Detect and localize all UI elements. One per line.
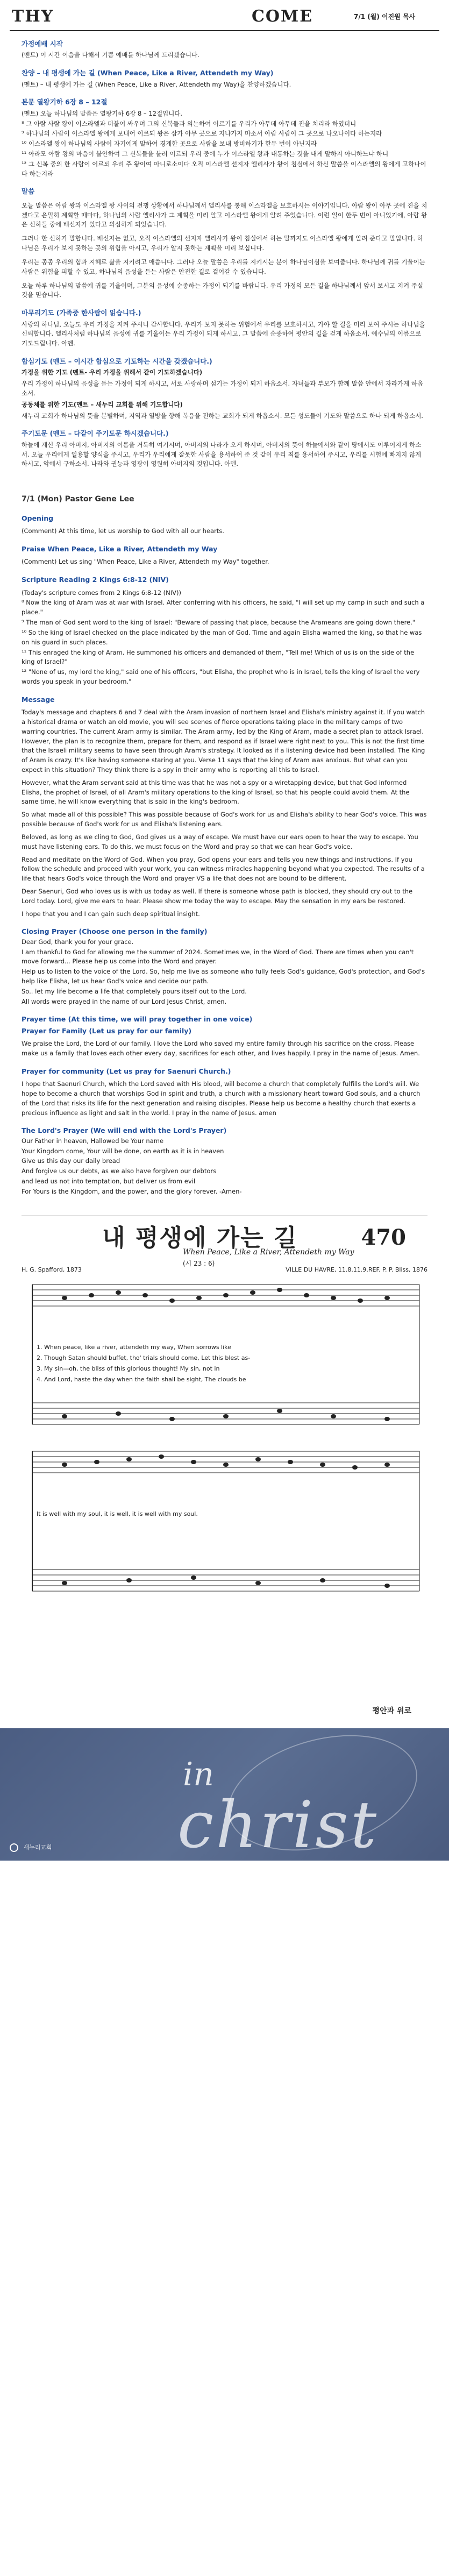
ko-lords-title: 주기도문 (멘트 – 다같이 주기도문 하시겠습니다.) <box>22 429 169 438</box>
church-logo-text: 새누리교회 <box>23 1843 52 1851</box>
en-message-title: Message <box>22 695 55 704</box>
en-unison-title: Prayer time (At this time, we will pray together in one voice) <box>22 1015 253 1024</box>
ko-verse: ¹⁰ 이스라엘 왕이 하나님의 사람이 자기에게 말하여 경계한 곳으로 사람을 보내 방비하기가 한두 번이 아닌지라 <box>22 140 317 148</box>
staff-system-2 <box>32 1451 419 1591</box>
en-family-title: Prayer for Family (Let us pray for our family) <box>22 1026 192 1035</box>
en-header: 7/1 (Mon) Pastor Gene Lee <box>22 495 134 504</box>
ko-prayer-text: 사랑의 하나님, 오늘도 우리 가정을 지켜 주시니 감사합니다. 우리가 보지 못하는 위험에서 우리를 보호하시고, 가야 할 길을 미리 보여 주시는 하나님을 신뢰합니다. 엘리사처럼 하나님의 음성에 귀를 기울이는 우리 가정이 되게 하시고, 그 말씀에 순종하여 평안의 길을 걷게 하옵소서. 예수님의 이름으로 기도드립니다. 아멘. <box>22 320 425 347</box>
banner-word-christ: christ <box>177 1787 379 1861</box>
hymn-subtitle: When Peace, Like a River, Attendeth my Way <box>183 1247 354 1257</box>
ko-verse: ⁸ 그 아람 사람 왕이 이스라엘과 더불어 싸우며 그의 신복들과 의논하여 이르기를 우리가 아무데 아무데 진을 치리라 하였더니 <box>22 119 357 127</box>
hymn-lyric-en: 2. Though Satan should buffet, tho' trials should come, Let this blest as- <box>37 1354 251 1361</box>
ko-message-paragraph: 오늘 말씀은 아람 왕과 이스라엘 왕 사이의 전쟁 상황에서 하나님께서 엘리사를 통해 이스라엘을 보호하시는 이야기입니다. 아람 왕이 아무 곳에 진을 치겠다고 은밀히 계획할 때마다, 하나님의 사람 엘리사가 그 계획을 미리 알고 이스라엘 왕에게 알려 주었습니다. 이런 일이 한두 번이 아니었기에, 아람 왕은 신하들 중에 배신자가 있다고 의심하게 되었습니다. <box>22 201 427 229</box>
ko-opening-text: (멘트) 이 시간 이음을 다해서 기쁨 예배를 하나님께 드리겠습니다. <box>22 51 199 59</box>
en-verse: ⁸ Now the king of Aram was at war with Israel. After conferring with his officers, he said, "I will set up my camp in such and such a place." <box>22 599 425 616</box>
footer-banner <box>0 1728 449 1861</box>
en-verse: ¹² "None of us, my lord the king," said one of his officers, "but Elisha, the prophet who is in Israel, tells the king of Israel the very words you speak in your bedroom." <box>22 668 420 685</box>
hymn-header <box>22 1216 427 1259</box>
hymn-sheet <box>22 1215 427 1715</box>
en-praise-text: (Comment) Let us sing "When Peace, Like a River, Attendeth my Way" together. <box>22 558 269 566</box>
ko-prayer-title: 마무리기도 (가족중 한사람이 읽습니다.) <box>22 309 141 317</box>
masthead-left: THY <box>12 7 54 26</box>
en-message-paragraph: Dear Saenuri, God who loves us is with us today as well. If there is someone whose path is blocked, they should cry out to the Lord today. Lord, give me ears to hear. Please show me today the way to escape. May the sensation in my ears be restored. <box>22 887 413 905</box>
hymn-refrain-en: It is well with my soul, it is well, it is well with my soul. <box>37 1510 198 1517</box>
church-logo <box>10 1843 52 1852</box>
en-family-text: We praise the Lord, the Lord of our family. I love the Lord who saved my entire family through his sacrifice on the cross. Please make us a family that loves each other every day, sacrifices for each other, and lives happily. I pray in the name of Jesus. Amen. <box>22 1040 420 1057</box>
en-opening-title: Opening <box>22 514 54 522</box>
hymn-title: 내 평생에 가는 길 <box>102 1224 298 1252</box>
ko-lords-text: 하늘에 계신 우리 아버지, 아버지의 이름을 거룩히 여기시며, 아버지의 나라가 오게 하시며, 아버지의 뜻이 하늘에서와 같이 땅에서도 이루어지게 하소서. 오늘 우리에게 일용할 양식을 주시고, 우리가 우리에게 잘못한 사람을 용서하여 준 것 같이 우리 죄를 용서하여 주시고, 우리를 시험에 빠지지 않게 하시고, 악에서 구하소서. 나라와 권능과 영광이 영원히 아버지의 것입니다. 아멘. <box>22 441 422 468</box>
en-praise-title: Praise When Peace, Like a River, Attendeth my Way <box>22 545 218 553</box>
ko-verse: ¹¹ 아라모 아람 왕의 마음이 불안하여 그 신복들을 불러 이르되 우리 중에 누가 이스라엘 왕과 내통하는 것을 내게 말하지 아니하느냐 하니 <box>22 150 389 158</box>
lyrics-system-1 <box>37 1344 250 1383</box>
ko-opening-title: 가정예배 시작 <box>22 40 63 48</box>
ko-praise-title: 찬양 – 내 평생에 가는 길 (When Peace, Like a River, Attendeth my Way) <box>22 69 274 77</box>
ko-message-paragraph: 그러나 한 신하가 말합니다. 배신자는 없고, 오직 이스라엘의 선지자 엘리사가 왕이 침실에서 하는 말까지도 이스라엘 왕에게 알려 준다고 말입니다. 하나님은 우리가 보지 못하는 곳의 위험을 아시고, 우리가 알지 못하는 계획을 미리 보십니다. <box>22 235 423 252</box>
en-reading-title: Scripture Reading 2 Kings 6:8-12 (NIV) <box>22 576 169 584</box>
hymn-author: H. G. Spafford, 1873 <box>22 1266 82 1273</box>
en-closing-line: So.. let my life become a life that completely pours itself out to the Lord. <box>22 987 247 995</box>
en-message-paragraph: Read and meditate on the Word of God. When you pray, God opens your ears and tells you new things and instructions. If you follow the schedule and proceed with your work, you can witness miracles happening beyond what you expected. The results of a life that hears God's voice through the Word and prayer VS a life that does not are bound to be different. <box>22 855 425 883</box>
church-logo-icon <box>10 1843 18 1852</box>
ko-verse-list <box>22 119 427 179</box>
en-community-title: Prayer for community (Let us pray for Saenuri Church.) <box>22 1067 231 1075</box>
en-verse: ¹⁰ So the king of Israel checked on the place indicated by the man of God. Time and again Elisha warned the king, so that he was on his guard in such places. <box>22 628 422 646</box>
en-closing-line: Dear God, thank you for your grace. <box>22 938 134 946</box>
ko-message-paragraph: 오늘 하루 하나님의 말씀에 귀를 기울이며, 그분의 음성에 순종하는 가정이 되기를 바랍니다. 우리 가정의 모든 길을 하나님께서 앞서 보시고 지켜 주실 것을 믿습니다. <box>22 281 423 299</box>
en-lords-title: The Lord's Prayer (We will end with the Lord's Prayer) <box>22 1126 227 1135</box>
lyrics-system-2 <box>37 1510 198 1517</box>
en-lords-line: Your Kingdom come, Your will be done, on earth as it is in heaven <box>22 1147 224 1155</box>
en-message-paragraph: Beloved, as long as we cling to God, God gives us a way of escape. We must have our ears open to hear the way to escape. You must have listening ears. To do this, we must focus on the Word and pray so that we can hear God's voice. <box>22 833 418 850</box>
en-reading-intro: (Today's scripture comes from 2 Kings 6:8-12 (NIV)) <box>22 588 182 597</box>
hymn-score <box>22 1279 427 1677</box>
hymn-lyric-en: 4. And Lord, haste the day when the faith shall be sight, The clouds be <box>37 1375 246 1383</box>
en-lords-line: For Yours is the Kingdom, and the power, and the glory forever. -Amen- <box>22 1187 242 1195</box>
ko-church-title: 공동체를 위한 기도(멘트 – 새누리 교회를 위해 기도합니다) <box>22 400 183 408</box>
en-closing-line: All words were prayed in the name of our Lord Jesus Christ, amen. <box>22 997 227 1005</box>
hymn-lyric-en: 1. When peace, like a river, attendeth my way, When sorrows like <box>37 1343 231 1351</box>
ko-verse: ¹² 그 신복 중의 한 사람이 이르되 우리 주 왕이여 아니로소이다 오직 이스라엘 선지자 엘리사가 왕이 침실에서 하신 말씀을 이스라엘의 왕에게 고하나이다 하는지라 <box>22 160 426 178</box>
en-message-paragraph: I hope that you and I can gain such deep spiritual insight. <box>22 910 200 918</box>
en-lords-line: And forgive us our debts, as we also have forgiven our debtors <box>22 1167 217 1175</box>
en-closing-line: I am thankful to God for allowing me the summer of 2024. Sometimes we, in the Word of God. There are times when you can't move forward... Please help us come into the Word and prayer. <box>22 948 414 966</box>
note-heads <box>62 1288 390 1588</box>
hymn-reference: (시 23 : 6) <box>183 1259 215 1267</box>
en-message-paragraph: So what made all of this possible? This was possible because of God's work for us and Elisha's ability to hear God's voice. This was possible because of God's work for us and Elisha's listening ears. <box>22 811 427 828</box>
en-verse: ¹¹ This enraged the king of Aram. He summoned his officers and demanded of them, "Tell me! Which of us is on the side of the king of Israel?" <box>22 648 415 666</box>
en-lords-line: Our Father in heaven, Hallowed be Your name <box>22 1137 164 1145</box>
hymn-lyric-en: 3. My sin—oh, the bliss of this glorious thought! My sin, not in <box>37 1365 220 1372</box>
en-closing-line: Help us to listen to the voice of the Lord. So, help me live as someone who fully feels God's guidance, God's protection, and God's help like Elisha, let us hear God's voice and decide our path. <box>22 968 425 985</box>
en-verse: ⁹ The man of God sent word to the king of Israel: "Beware of passing that place, because the Arameans are going down there." <box>22 619 416 627</box>
ko-reading-intro: (멘트) 오늘 하나님의 말씀은 열왕기하 6장 8 – 12절입니다. <box>22 109 183 117</box>
ko-verse: ⁹ 하나님의 사람이 이스라엘 왕에게 보내어 이르되 왕은 삼가 아무 곳으로 지나가지 마소서 아람 사람이 그 곳으로 나오나이다 하는지라 <box>22 130 382 138</box>
en-lords-lines <box>22 1137 427 1197</box>
ko-church-text: 새누리 교회가 하나님의 뜻을 분별하며, 지역과 열방을 향해 복음을 전하는 교회가 되게 하옵소서. 모든 성도들이 기도와 말씀으로 하나 되게 하옵소서. <box>22 411 423 420</box>
ko-unison-title: 합심기도 (멘트 – 이시간 합심으로 기도하는 시간을 갖겠습니다.) <box>22 357 212 365</box>
en-community-text: I hope that Saenuri Church, which the Lord saved with His blood, will become a church that completely fulfills the Lord's will. We hope to become a church that worships God in spirit and truth, a church with a missionary heart toward God souls, and a church of the Lord that risks its life for the next generation and raising disciples. Please help us become a healthy church that exerts a precious influence as light and salt in the world. I pray in the name of Jesus. amen <box>22 1080 421 1117</box>
en-lords-line: Give us this day our daily bread <box>22 1157 120 1165</box>
hymn-tune: VILLE DU HAVRE, 11.8.11.9.REF. P. P. Bliss, 1876 <box>286 1266 427 1273</box>
hymn-caption: 평안과 위로 <box>372 1707 411 1715</box>
hymn-number: 470 <box>361 1224 406 1250</box>
en-closing-text <box>22 938 427 1007</box>
masthead-right: COME <box>252 7 313 26</box>
ko-praise-text: (멘트) – 내 평생에 가는 길 (When Peace, Like a River, Attendeth my Way)을 찬양하겠습니다. <box>22 80 291 88</box>
ko-unison-text: 우리 가정이 하나님의 음성을 듣는 가정이 되게 하시고, 서로 사랑하며 섬기는 가정이 되게 하옵소서. 자녀들과 부모가 함께 말씀 안에서 자라가게 하옵소서. <box>22 380 423 397</box>
en-verse-list <box>22 598 427 686</box>
en-opening-text: (Comment) At this time, let us worship to God with all our hearts. <box>22 527 224 535</box>
ko-message-paragraph: 우리는 종종 우리의 힘과 지혜로 삶을 지키려고 애씁니다. 그러나 오늘 말씀은 우리를 지키시는 분이 하나님이심을 보여줍니다. 하나님께 귀를 기울이는 사람은 위험을 피할 수 있고, 하나님의 음성을 듣는 사람은 안전한 길로 걸어갈 수 있습니다. <box>22 258 425 275</box>
en-message-paragraph: Today's message and chapters 6 and 7 deal with the Aram invasion of northern Israel and Elisha's ministry against it. If you watch a historical drama or watch an old movie, you will see scenes of fierce operations taking place in the military camps of two warring countries. The current Aram army is similar. The Aram army, led by the King of Aram, made a secret plan to attack Israel. However, the plan is to recognize them, prepare for them, and respond as if Israel were right next to you. This is not the first time that the Israeli military seems to have seen through Aram's strategy. It looked as if a listening device had been installed. The King of Aram is crazy. It's like having someone staring at you. Verse 11 says that the king of Aram was anxious. But what can you expect in this situation? They think there is a spy in their army who is reporting all this to Israel. <box>22 708 425 773</box>
english-section <box>22 513 427 1197</box>
ko-reading-title: 본문 열왕기하 6장 8 – 12절 <box>22 98 108 107</box>
en-closing-title: Closing Prayer (Choose one person in the family) <box>22 927 208 936</box>
masthead <box>10 0 439 31</box>
ko-unison-sub: 가정을 위한 기도 (멘트- 우리 가정을 위해서 같이 기도하겠습니다) <box>22 368 203 377</box>
ko-message-title: 말씀 <box>22 187 35 196</box>
masthead-date: 7/1 (월) 이진원 목사 <box>354 13 416 20</box>
en-lords-line: and lead us not into temptation, but deliver us from evil <box>22 1177 196 1186</box>
en-message-paragraph: However, what the Aram servant said at this time was that he was not a spy or a wiretapping device, but that God informed Elisha, the prophet of Israel, of all Aram's military operations to the king of Israel, so that his people could avoid them. At the same time, he will know everything that is said in the king's bedroom. <box>22 778 410 806</box>
banner-word-in: in <box>183 1755 214 1793</box>
korean-section <box>22 39 427 469</box>
